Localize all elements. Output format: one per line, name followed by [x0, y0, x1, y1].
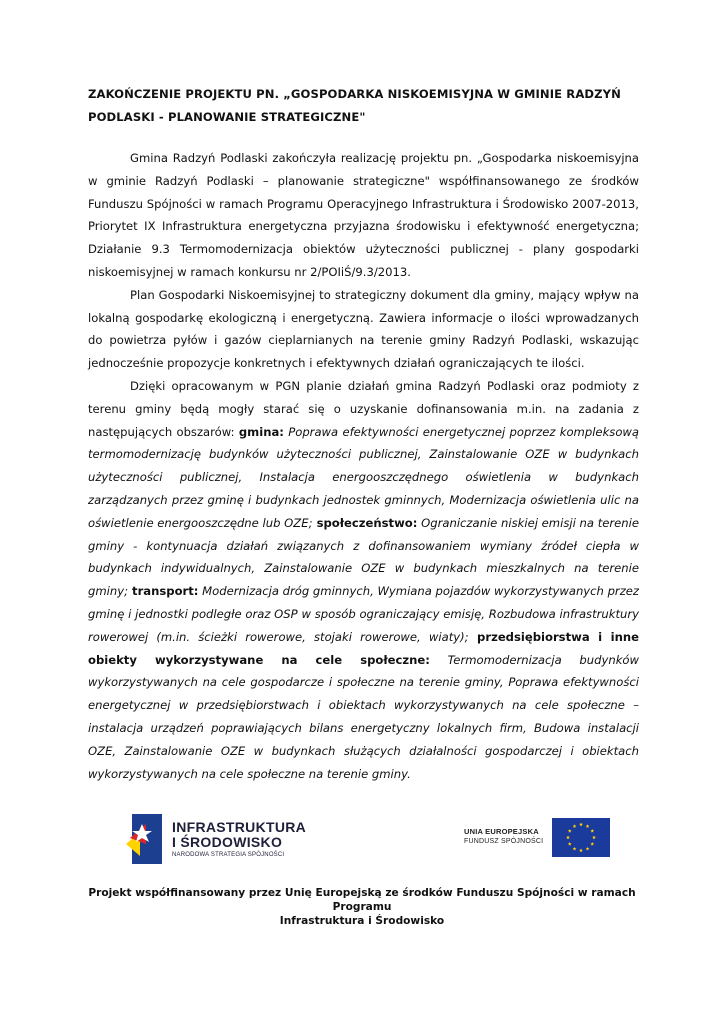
eu-line2: FUNDUSZ SPÓJNOŚCI [464, 838, 544, 845]
transport-text: Modernizacja dróg gminnych, Wymiana pojazdów wykorzystywanych przez gminę i jednostki podległe oraz OSP w sposób ograniczający emisję, Rozbudowa infrastruktury rowerowej (m.in. ścieżki rowerowe, stojaki rowerowe, wiaty); [88, 584, 640, 644]
infrastruktura-srodowisko-logo-icon [126, 814, 162, 864]
document-body [88, 147, 639, 785]
paragraph-3-intro: Dzięki opracowanym w PGN planie działań gmina Radzyń Podlaski oraz podmioty z terenu gminy będą mogły starać się o uzyskanie dofinansowania m.in. na zadania z następujących obszarów: [88, 378, 639, 439]
spoleczenstwo-text: Ograniczanie niskiej emisji na terenie gminy - kontynuacja działań związanych z dofinansowaniem wymiany źródeł ciepła w budynkach indywidualnych, Zainstalowanie OZE w budynkach mieszkalnych na terenie gminy; [88, 515, 639, 599]
is-logo-line1: INFRASTRUKTURA [172, 819, 307, 835]
footer-line1: Projekt współfinansowany przez Unię Europejską ze środków Funduszu Spójności w ramach Programu [88, 887, 636, 913]
document-title: ZAKOŃCZENIE PROJEKTU PN. „GOSPODARKA NISKOEMISYJNA W GMINIE RADZYŃ PODLASKI - PLANOWANIE STRATEGICZNE" [88, 87, 621, 124]
przedsiebiorstwa-text: Termomodernizacja budynków wykorzystywanych na cele gospodarcze i społeczne na terenie gminy, Poprawa efektywności energetycznej w przedsiębiorstwach i obiektach wykorzystywanych na cele społeczne – instalacja urządzeń poprawiających bilans energetyczny lokalnych firm, Budowa instalacji OZE, Zainstalowanie OZE w budynkach służących działalności gospodarczej i obiektach wykorzystywanych na cele społeczne na terenie gminy. [88, 652, 639, 781]
footer-line2: Infrastruktura i Środowisko [279, 915, 445, 927]
przedsiebiorstwa-label: przedsiębiorstwa i inne obiekty wykorzystywane na cele społeczne: [88, 629, 639, 667]
logos-bar [0, 810, 724, 870]
gmina-label: gmina: [238, 424, 284, 439]
footer-note [60, 886, 664, 928]
is-logo-subtitle: NARODOWA STRATEGIA SPÓJNOŚCI [172, 852, 285, 858]
transport-label: transport: [128, 584, 199, 599]
infrastruktura-srodowisko-text [172, 820, 306, 858]
spoleczenstwo-label: społeczeństwo: [312, 515, 418, 530]
paragraph-3 [88, 375, 639, 785]
is-logo-line2: I ŚRODOWISKO [172, 834, 283, 850]
paragraph-1: Gmina Radzyń Podlaski zakończyła realizację projektu pn. „Gospodarka niskoemisyjna w gminie Radzyń Podlaski – planowanie strategiczne" współfinansowanego ze środków Funduszu Spójności w ramach Programu Operacyjnego Infrastruktura i Środowisko 2007-2013, Priorytet IX Infrastruktura energetyczna przyjazna środowisku i efektywność energetyczna; Działanie 9.3 Termomodernizacja obiektów użyteczności publicznej - plany gospodarki niskoemisyjnej w ramach konkursu nr 2/POIiŚ/9.3/2013. [88, 151, 639, 279]
paragraph-2: Plan Gospodarki Niskoemisyjnej to strategiczny dokument dla gminy, mający wpływ na lokalną gospodarkę ekologiczną i energetyczną. Zawiera informacje o ilości wprowadzanych do powietrza pyłów i gazów cieplarnianych na terenie gminy Radzyń Podlaski, wskazując jednocześnie propozycje konkretnych i efektywnych działań ograniczających te ilości. [88, 287, 639, 371]
eu-flag-icon [552, 818, 610, 857]
gmina-text: Poprawa efektywności energetycznej poprzez kompleksową termomodernizację budynków użyteczności publicznej, Zainstalowanie OZE w budynkach użyteczności publicznej, Instalacja energooszczędnego oświetlenia w budynkach zarządzanych przez gminę i budynkach jednostek gminnych, Modernizacja oświetlenia ulic na oświetlenie energooszczędne lub OZE; [88, 424, 639, 530]
eu-logo-text [464, 827, 543, 845]
eu-line1: UNIA EUROPEJSKA [464, 827, 539, 836]
